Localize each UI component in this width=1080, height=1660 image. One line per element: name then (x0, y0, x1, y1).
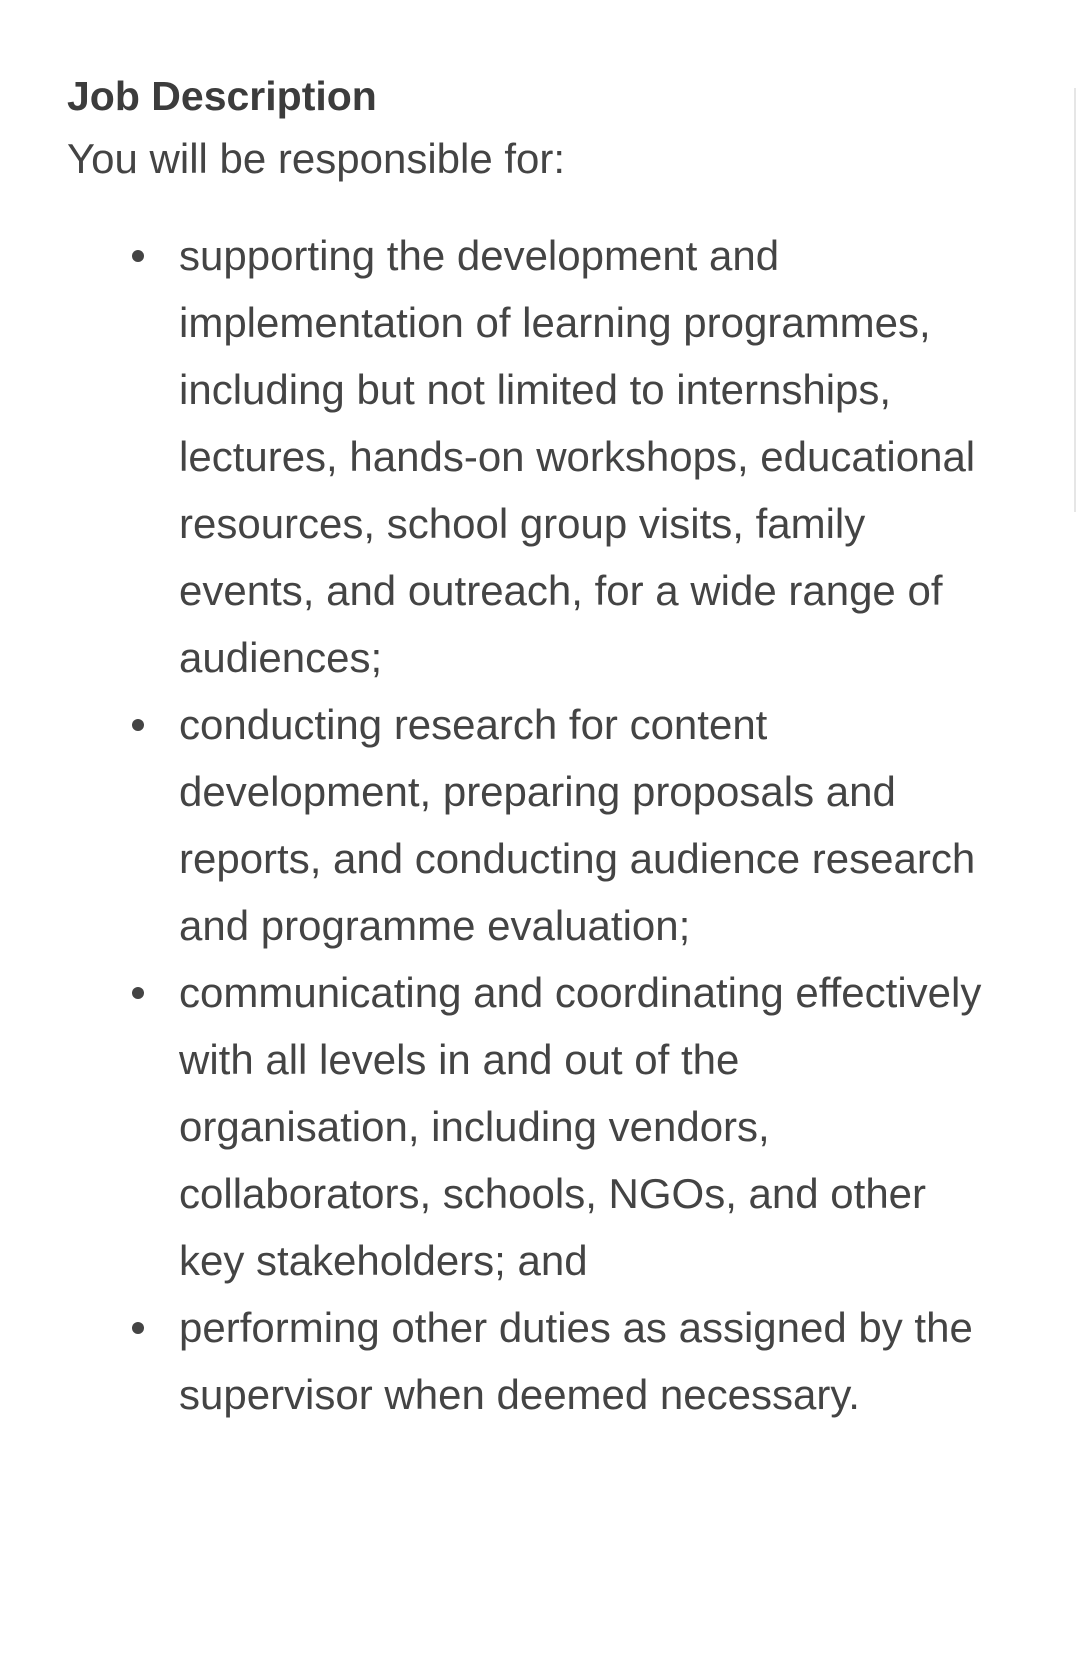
duties-list (67, 222, 982, 1428)
list-item (67, 959, 989, 1294)
duty-text: communicating and coordinating effectively with all levels in and out of the organisation, including vendors, collaborators, schools, NGOs, and other key stakeholders; and (179, 969, 982, 1284)
bullet-icon (132, 250, 144, 262)
bullet-icon (132, 1322, 144, 1334)
section-heading: Job Description (67, 73, 377, 119)
bullet-icon (132, 719, 144, 731)
bullet-icon (132, 987, 144, 999)
duty-text: supporting the development and implementation of learning programmes, including but not limited to internships, lectures, hands-on workshops, educational resources, school group visits, family events, and outreach, for a wide range of audiences; (179, 232, 976, 681)
intro-text: You will be responsible for: (67, 135, 566, 182)
duty-text: conducting research for content development, preparing proposals and reports, and conducting audience research and programme evaluation; (179, 701, 976, 949)
list-item (67, 1294, 989, 1428)
duty-text: performing other duties as assigned by the supervisor when deemed necessary. (179, 1304, 973, 1418)
scrollbar[interactable] (1074, 88, 1076, 512)
list-item (67, 222, 989, 691)
list-item (67, 691, 989, 959)
job-description-section (67, 66, 982, 1428)
